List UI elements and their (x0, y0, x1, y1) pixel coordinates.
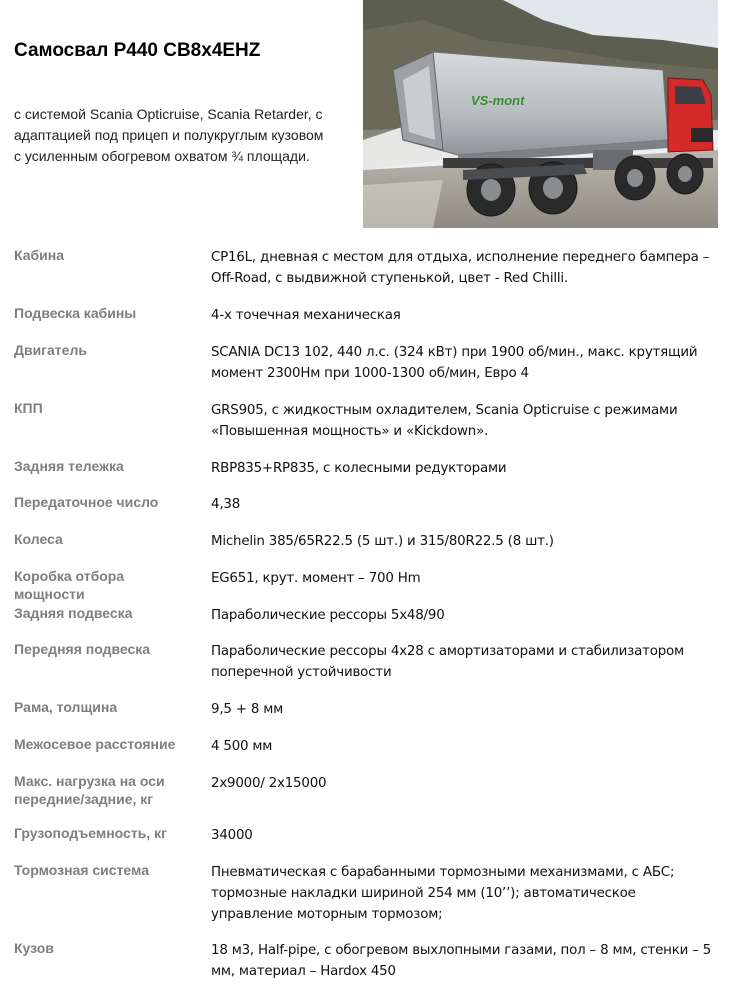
spec-label: Передаточное число (14, 494, 159, 510)
spec-value: SCANIA DC13 102, 440 л.с. (324 кВт) при 1900 об/мин., макс. крутящий момент 2300Нм при 1000-1300 об/мин, Евро 4 (211, 345, 698, 381)
spec-label: Передняя подвеска (14, 641, 151, 657)
spec-label: КПП (14, 400, 43, 416)
spec-value: Michelin 385/65R22.5 (5 шт.) и 315/80R22.5 (8 шт.) (211, 534, 554, 549)
spec-value: EG651, крут. момент – 700 Hm (211, 571, 421, 586)
spec-value: 9,5 + 8 мм (211, 702, 284, 717)
spec-value: GRS905, с жидкостным охладителем, Scania Opticruise с режимами «Повышенная мощность» и «Kickdown». (211, 403, 678, 439)
spec-label: Грузоподъемность, кг (14, 825, 167, 841)
spec-value: Параболические рессоры 5x48/90 (211, 608, 445, 623)
spec-label: Макс. нагрузка на оси передние/задние, кг (14, 773, 165, 807)
spec-label: Кабина (14, 247, 64, 263)
spec-label: Задняя тележка (14, 458, 124, 474)
spec-value: Параболические рессоры 4x28 с амортизаторами и стабилизатором поперечной устойчивости (211, 644, 684, 680)
spec-label: Коробка отбора мощности (14, 568, 125, 602)
spec-value: 4,38 (211, 497, 241, 512)
intro-text: с системой Scania Opticruise, Scania Retarder, с адаптацией под прицеп и полукруглым кузовом с усиленным обогревом охватом ¾ площади. (14, 106, 324, 164)
spec-value: 4 500 мм (211, 739, 273, 754)
spec-label: Межосевое расстояние (14, 736, 176, 752)
spec-value: 34000 (211, 828, 253, 843)
spec-label: Задняя подвеска (14, 605, 133, 621)
spec-label: Подвеска кабины (14, 305, 137, 321)
spec-value: 18 м3, Half-pipe, с обогревом выхлопными газами, пол – 8 мм, стенки – 5 мм, материал – Hardox 450 (211, 943, 712, 979)
truck-logo-text: VS-mont (471, 93, 525, 108)
spec-value: CP16L, дневная с местом для отдыха, исполнение переднего бампера – Off-Road, с выдвижной ступенькой, цвет - Red Chilli. (211, 250, 710, 286)
truck-photo (363, 0, 718, 228)
spec-value: Пневматическая с барабанными тормозными механизмами, с АБС; тормозные накладки шириной 254 мм (10’’); автоматическое управление моторным тормозом; (211, 865, 675, 922)
spec-label: Рама, толщина (14, 699, 118, 715)
spec-label: Двигатель (14, 342, 87, 358)
spec-value: 4-х точечная механическая (211, 308, 401, 323)
spec-value: 2x9000/ 2x15000 (211, 776, 327, 791)
spec-label: Колеса (14, 531, 63, 547)
spec-label: Тормозная система (14, 862, 149, 878)
spec-value: RBP835+RP835, с колесными редукторами (211, 461, 507, 476)
spec-label: Кузов (14, 940, 54, 956)
page-title: Самосвал P440 CB8x4EHZ (14, 40, 261, 61)
